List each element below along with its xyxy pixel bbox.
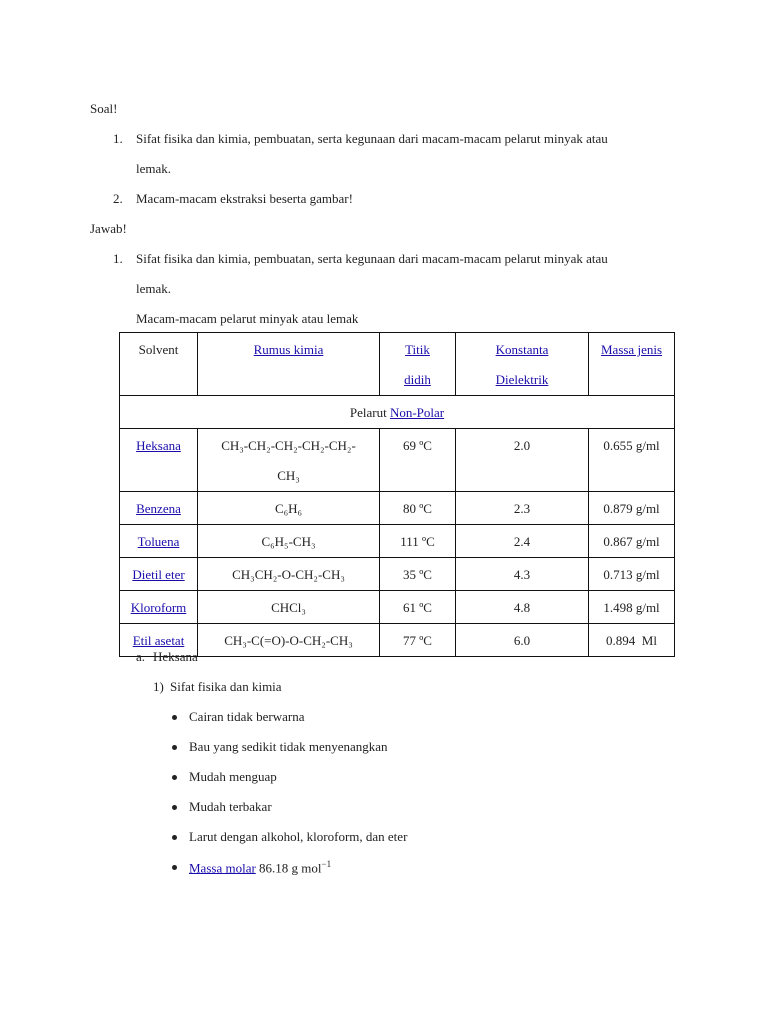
soal-heading: Soal! — [90, 101, 118, 116]
formula-text-cont: CH₃ — [277, 468, 300, 483]
formula-cell: C₆H₅-CH₃ — [198, 525, 380, 558]
header-massa-jenis-link[interactable]: Massa jenis — [600, 342, 663, 357]
header-massa-jenis[interactable] — [589, 333, 675, 396]
bullet-dot-icon — [172, 865, 177, 870]
massa-molar-link[interactable]: Massa molar — [189, 860, 256, 876]
jawab-item-1-text-cont: lemak. — [136, 281, 172, 296]
jawab-heading: Jawab! — [90, 221, 127, 236]
dielectric-cell: 6.0 — [456, 624, 589, 657]
bullet-dot-icon — [172, 805, 177, 810]
sub-a-text: Heksana — [153, 649, 198, 664]
density-cell: 1.498 g/ml — [589, 591, 675, 624]
benzena-link[interactable]: Benzena — [136, 501, 181, 516]
soal-item-1-text-cont: lemak. — [136, 161, 172, 176]
formula-cell: CHCl₃ — [198, 591, 380, 624]
bullet-item: Cairan tidak berwarna — [189, 709, 305, 724]
solvent-name-cell[interactable] — [120, 558, 198, 591]
table-row — [120, 429, 675, 492]
density-cell: 0.713 g/ml — [589, 558, 675, 591]
boiling-point-cell: 35 ºC — [380, 558, 456, 591]
sub-1-label: 1) — [153, 679, 164, 694]
boiling-point-cell: 111 ºC — [380, 525, 456, 558]
table-row — [120, 492, 675, 525]
bullet-dot-icon — [172, 745, 177, 750]
bullet-dot-icon — [172, 775, 177, 780]
density-cell: 0.655 g/ml — [589, 429, 675, 492]
table-header-row — [120, 333, 675, 396]
table-row — [120, 558, 675, 591]
solvent-table — [119, 332, 675, 657]
soal-item-1-text: Sifat fisika dan kimia, pembuatan, serta kegunaan dari macam-macam pelarut minyak atau — [136, 131, 608, 146]
formula-text: CH₃-CH₂-CH₂-CH₂-CH₂- — [221, 438, 356, 453]
dielectric-cell: 4.3 — [456, 558, 589, 591]
boiling-point-cell: 69 ºC — [380, 429, 456, 492]
kloroform-link[interactable]: Kloroform — [130, 600, 187, 615]
solvent-name-cell[interactable] — [120, 591, 198, 624]
section-prefix: Pelarut — [349, 405, 390, 420]
table-row — [120, 624, 675, 657]
header-konstanta-link[interactable]: Konstanta — [495, 342, 549, 357]
bullet-item: Bau yang sedikit tidak menyenangkan — [189, 739, 388, 754]
density-cell: 0.894 Ml — [589, 624, 675, 657]
formula-cell: C₆H₆ — [198, 492, 380, 525]
soal-item-2-text: Macam-macam ekstraksi beserta gambar! — [136, 191, 353, 206]
header-titik-didih[interactable] — [380, 333, 456, 396]
heksana-link[interactable]: Heksana — [136, 438, 181, 453]
sub-a-label: a. — [136, 649, 146, 664]
table-row — [120, 525, 675, 558]
boiling-point-cell: 77 ºC — [380, 624, 456, 657]
dielectric-cell: 4.8 — [456, 591, 589, 624]
density-cell: 0.867 g/ml — [589, 525, 675, 558]
table-row — [120, 591, 675, 624]
sub-1-text: Sifat fisika dan kimia — [170, 679, 282, 694]
solvent-name-cell[interactable] — [120, 492, 198, 525]
bullet-dot-icon — [172, 715, 177, 720]
soal-item-2-number: 2. — [113, 191, 123, 206]
formula-cell: CH₃-C(=O)-O-CH₂-CH₃ — [198, 624, 380, 657]
massa-molar-exponent: −1 — [321, 859, 332, 869]
dielectric-cell: 2.3 — [456, 492, 589, 525]
dielectric-cell: 2.0 — [456, 429, 589, 492]
jawab-item-1-text: Sifat fisika dan kimia, pembuatan, serta kegunaan dari macam-macam pelarut minyak atau — [136, 251, 608, 266]
boiling-point-cell: 80 ºC — [380, 492, 456, 525]
header-dielektrik-link[interactable]: Dielektrik — [495, 372, 549, 387]
density-cell: 0.879 g/ml — [589, 492, 675, 525]
header-solvent: Solvent — [120, 333, 198, 396]
solvent-name-cell[interactable] — [120, 429, 198, 492]
section-pelarut-non-polar — [120, 396, 675, 429]
massa-molar-value: 86.18 g mol — [255, 860, 322, 876]
dietil-eter-link[interactable]: Dietil eter — [132, 567, 185, 582]
soal-item-1-number: 1. — [113, 131, 123, 146]
etil-asetat-link[interactable]: Etil asetat — [132, 633, 185, 648]
bullet-item: Mudah terbakar — [189, 799, 272, 814]
bullet-dot-icon — [172, 835, 177, 840]
table-section-row — [120, 396, 675, 429]
non-polar-link[interactable]: Non-Polar — [389, 405, 445, 420]
header-rumus-kimia[interactable] — [198, 333, 380, 396]
bullet-item-massa-molar — [189, 859, 331, 876]
toluena-link[interactable]: Toluena — [137, 534, 180, 549]
formula-cell: CH₃CH₂-O-CH₂-CH₃ — [198, 558, 380, 591]
bullet-item: Mudah menguap — [189, 769, 277, 784]
solvent-name-cell[interactable] — [120, 525, 198, 558]
header-konstanta-dielektrik[interactable] — [456, 333, 589, 396]
jawab-item-1-number: 1. — [113, 251, 123, 266]
formula-cell — [198, 429, 380, 492]
header-didih-link[interactable]: didih — [404, 372, 431, 387]
table-caption: Macam-macam pelarut minyak atau lemak — [136, 311, 359, 326]
header-titik-link[interactable]: Titik — [405, 342, 430, 357]
bullet-item: Larut dengan alkohol, kloroform, dan eter — [189, 829, 408, 844]
header-rumus-kimia-link[interactable]: Rumus kimia — [253, 342, 324, 357]
dielectric-cell: 2.4 — [456, 525, 589, 558]
boiling-point-cell: 61 ºC — [380, 591, 456, 624]
